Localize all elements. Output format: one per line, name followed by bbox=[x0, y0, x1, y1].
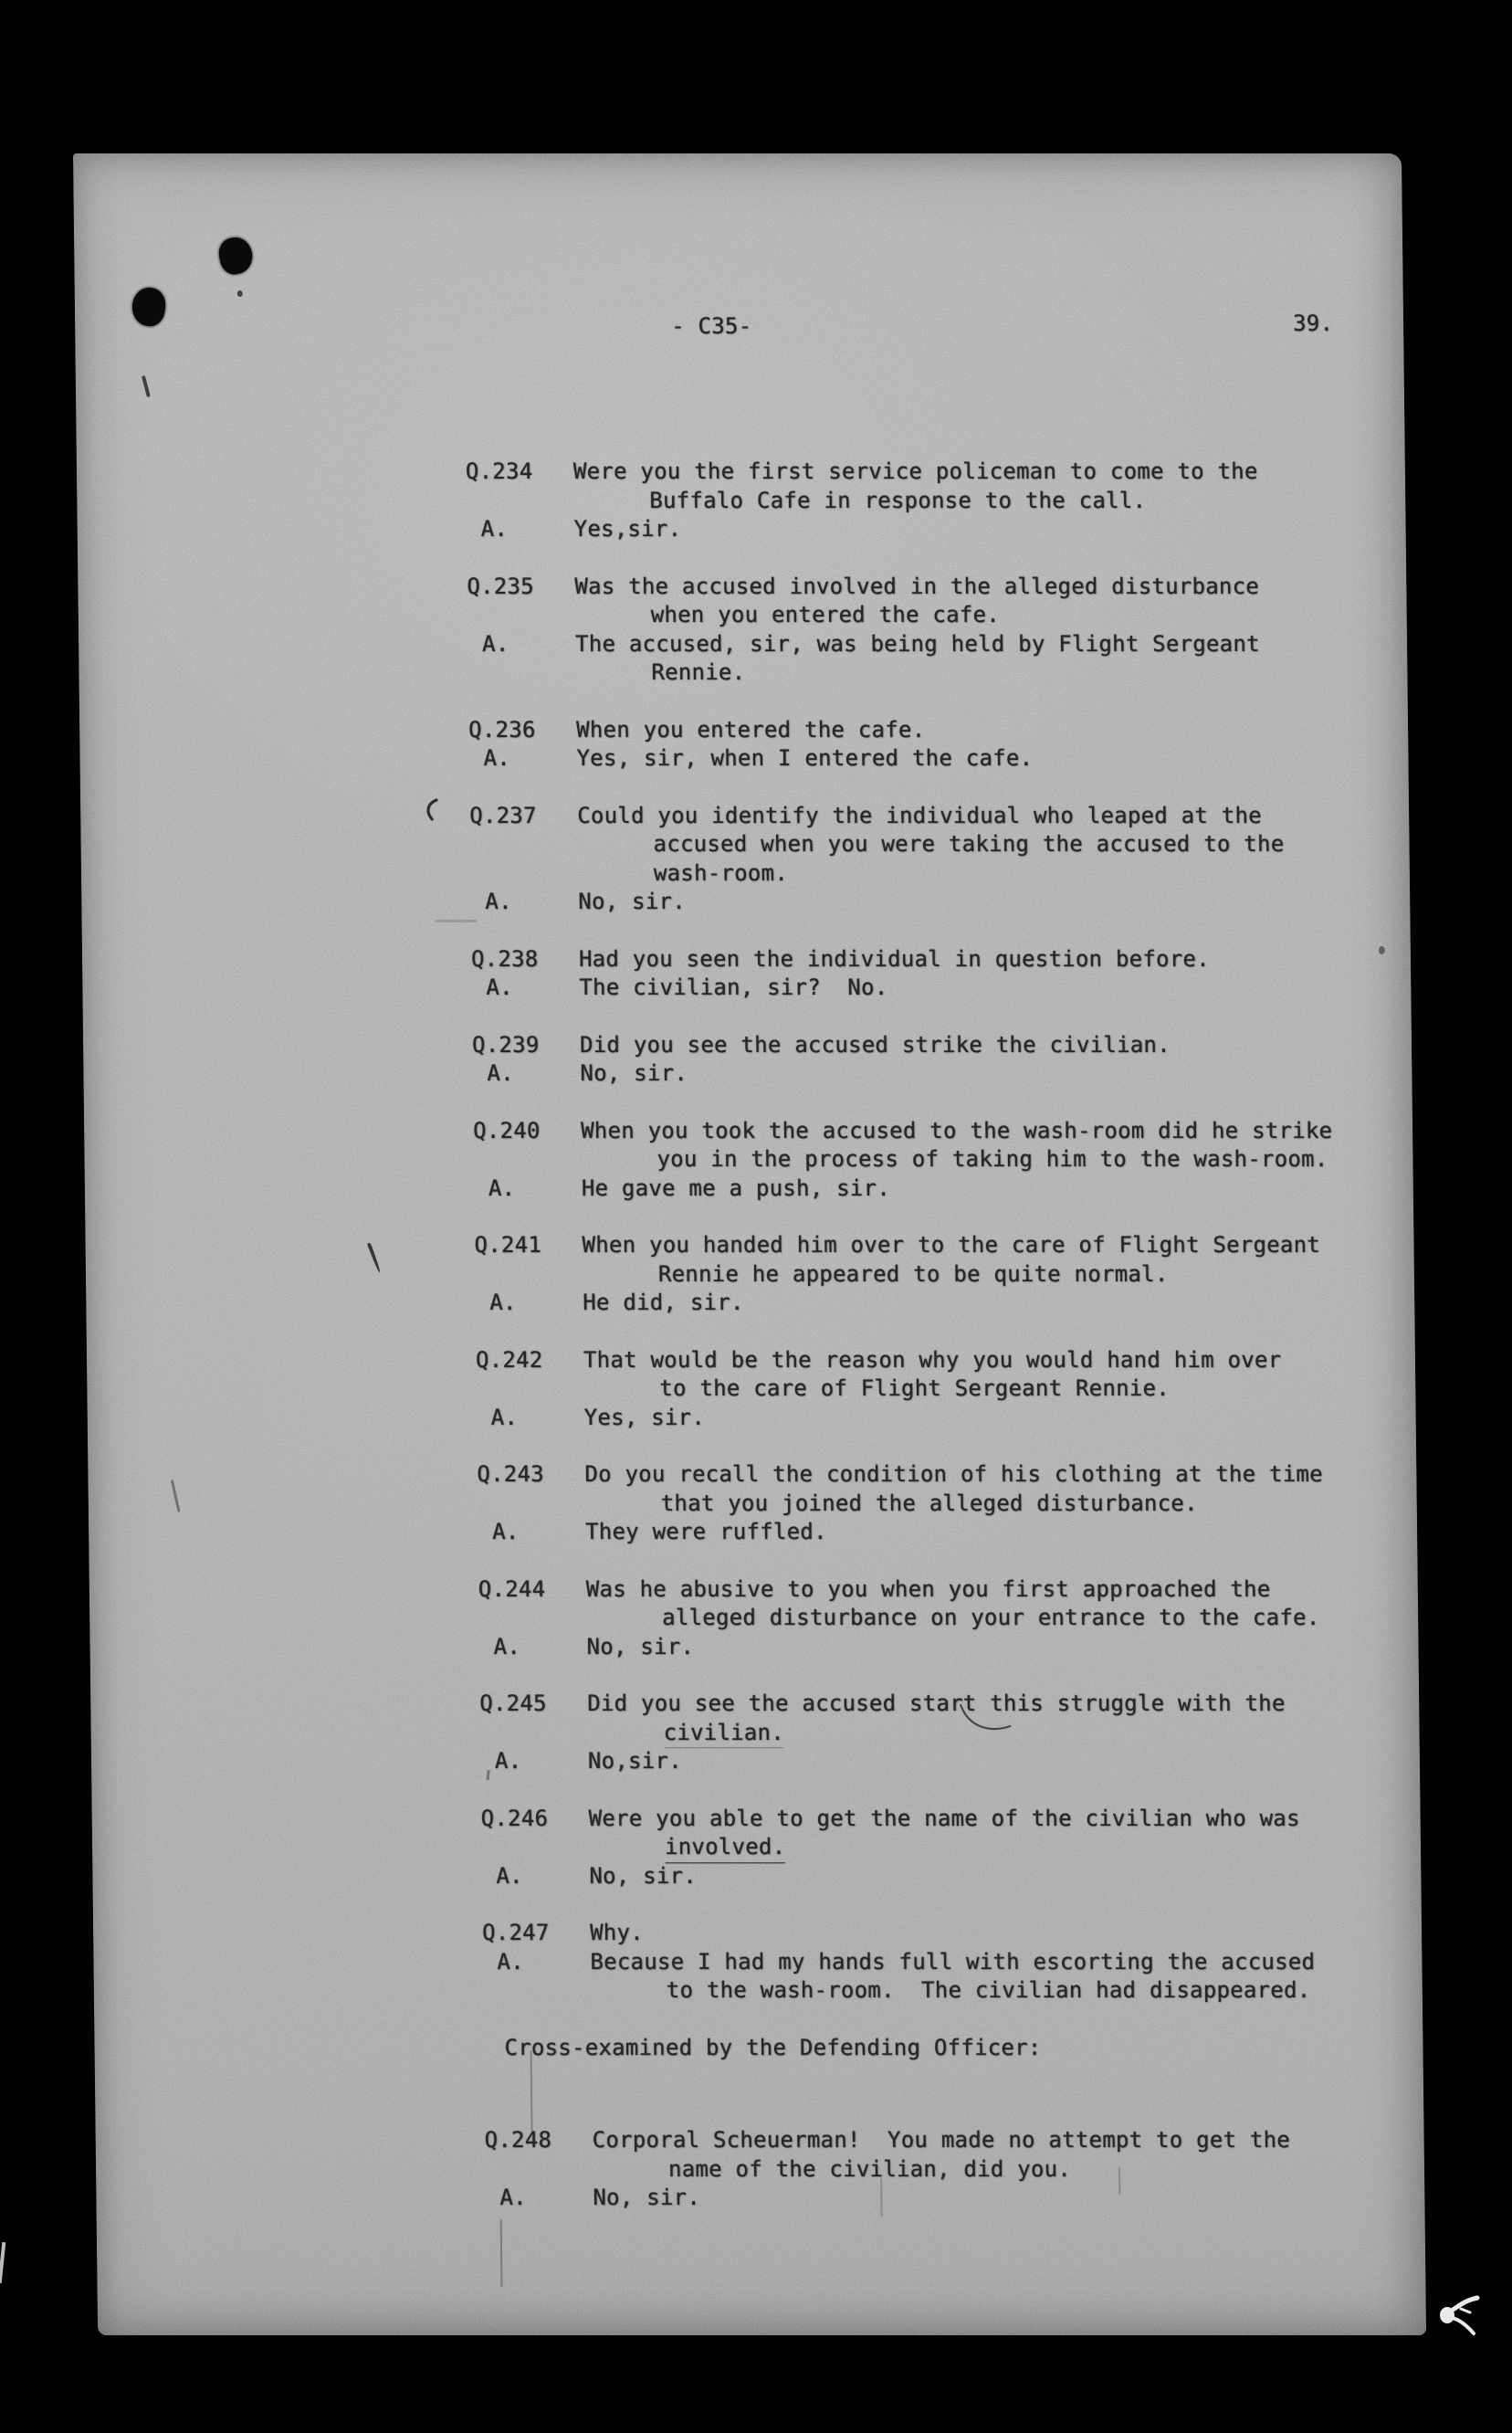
answer-line bbox=[85, 1174, 1413, 1204]
line-label: Q.247 bbox=[481, 1920, 550, 1945]
line-text: civilian. bbox=[663, 1719, 784, 1748]
line-label: A. bbox=[488, 1174, 516, 1201]
document-page bbox=[73, 153, 1426, 2335]
continuation-line bbox=[96, 2155, 1424, 2185]
answer-line bbox=[82, 974, 1411, 1003]
line-text: They were ruffled. bbox=[584, 1519, 827, 1544]
line-text: Yes,sir. bbox=[573, 516, 682, 542]
line-label: Q.241 bbox=[474, 1232, 542, 1258]
answer-line bbox=[81, 888, 1410, 917]
film-edge-artifact bbox=[0, 2242, 5, 2283]
line-text: Were you the first service policeman to come to the bbox=[572, 458, 1258, 484]
line-text: Was he abusive to you when you first approached the bbox=[585, 1575, 1271, 1602]
line-text: alleged disturbance on your entrance to the cafe. bbox=[662, 1605, 1320, 1630]
line-label: A. bbox=[494, 1748, 522, 1774]
line-text: Buffalo Cafe in response to the call. bbox=[649, 487, 1147, 513]
line-text: that you joined the alleged disturbance. bbox=[660, 1490, 1198, 1516]
question-line bbox=[85, 1231, 1413, 1260]
line-text: He gave me a push, sir. bbox=[581, 1174, 891, 1201]
question-line bbox=[78, 573, 1406, 602]
line-text: Rennie. bbox=[651, 659, 746, 685]
question-line bbox=[89, 1575, 1418, 1605]
continuation-line bbox=[94, 1976, 1423, 2006]
line-label: A. bbox=[497, 1948, 525, 1975]
line-label: A. bbox=[486, 974, 513, 1000]
line-text: Were you able to get the name of the civilian who was bbox=[588, 1805, 1300, 1831]
question-line bbox=[87, 1346, 1415, 1375]
answer-line bbox=[93, 1948, 1422, 1977]
qa-block bbox=[88, 1460, 1417, 1547]
question-line bbox=[90, 1690, 1419, 1719]
film-white-squiggle bbox=[1439, 2291, 1481, 2338]
line-text: Rennie he appeared to be quite normal. bbox=[657, 1260, 1169, 1287]
continuation-line bbox=[87, 1374, 1415, 1404]
line-text: Do you recall the condition of his clothing at the time bbox=[584, 1461, 1324, 1487]
qa-block bbox=[89, 1575, 1419, 1662]
line-label: Q.243 bbox=[477, 1461, 545, 1487]
testimony-cross bbox=[96, 2126, 1425, 2213]
line-text: involved. bbox=[665, 1833, 786, 1862]
line-text: The accused, sir, was being held by Flight Sergeant bbox=[574, 630, 1260, 657]
line-label: Q.244 bbox=[478, 1575, 546, 1602]
line-label: A. bbox=[493, 1633, 521, 1659]
answer-line bbox=[86, 1289, 1414, 1318]
question-line bbox=[80, 802, 1409, 831]
continuation-line bbox=[86, 1260, 1414, 1290]
qa-block bbox=[87, 1346, 1416, 1433]
answer-line bbox=[92, 1862, 1421, 1891]
line-label: A. bbox=[491, 1519, 520, 1544]
line-text: Had you seen the individual in question before. bbox=[578, 945, 1211, 972]
qa-block bbox=[96, 2126, 1425, 2213]
continuation-line bbox=[80, 830, 1409, 859]
question-line bbox=[82, 945, 1411, 974]
line-text: Did you see the accused start this struggle with the bbox=[587, 1690, 1286, 1716]
line-text: No, sir. bbox=[580, 1060, 688, 1086]
line-text: Because I had my hands full with escorting the accused bbox=[590, 1948, 1316, 1975]
line-text: accused when you were taking the accused to the bbox=[653, 831, 1285, 857]
line-label: Q.237 bbox=[469, 802, 537, 828]
line-text: you in the process of taking him to the wash-room. bbox=[656, 1146, 1328, 1172]
qa-block bbox=[92, 1805, 1422, 1891]
question-line bbox=[83, 1031, 1412, 1060]
line-label: Q.246 bbox=[480, 1805, 549, 1831]
line-text: Could you identify the individual who leaped at the bbox=[577, 802, 1263, 828]
line-label: Q.240 bbox=[472, 1117, 541, 1143]
line-label: A. bbox=[483, 745, 511, 771]
line-text: He did, sir. bbox=[583, 1290, 744, 1315]
exhibit-mark: - C35- bbox=[670, 313, 752, 339]
line-text: No, sir. bbox=[589, 1862, 698, 1889]
line-text: That would be the reason why you would hand him over bbox=[583, 1346, 1282, 1373]
line-label: A. bbox=[496, 1862, 523, 1889]
line-label: A. bbox=[480, 516, 509, 542]
line-text: Yes, sir. bbox=[583, 1404, 706, 1430]
answer-line bbox=[79, 630, 1407, 659]
line-label: Q.242 bbox=[475, 1346, 543, 1373]
line-text: when you entered the cafe. bbox=[650, 602, 1001, 627]
answer-line bbox=[79, 744, 1408, 774]
line-label: A. bbox=[481, 630, 509, 657]
continuation-line bbox=[92, 1833, 1421, 1862]
line-label: A. bbox=[489, 1290, 517, 1315]
answer-line bbox=[91, 1747, 1420, 1776]
line-label: A. bbox=[485, 889, 512, 914]
question-line bbox=[84, 1117, 1412, 1146]
line-text: No,sir. bbox=[587, 1748, 683, 1774]
answer-line bbox=[89, 1518, 1417, 1547]
line-text: Corporal Scheuerman! You made no attempt to get the bbox=[592, 2127, 1291, 2153]
continuation-line bbox=[89, 1490, 1417, 1519]
question-line bbox=[96, 2126, 1424, 2155]
qa-block bbox=[85, 1231, 1414, 1318]
line-text: to the wash-room. The civilian had disappeared. bbox=[666, 1977, 1311, 2003]
section-heading: Cross-examined by the Defending Officer: bbox=[504, 2034, 1042, 2060]
line-label: Q.235 bbox=[467, 573, 535, 599]
testimony-direct bbox=[77, 458, 1423, 2006]
continuation-line bbox=[84, 1145, 1412, 1174]
question-line bbox=[88, 1460, 1416, 1490]
line-text: When you entered the cafe. bbox=[575, 716, 926, 743]
page-number: 39. bbox=[1292, 311, 1334, 336]
continuation-line bbox=[90, 1719, 1419, 1748]
qa-block bbox=[93, 1919, 1423, 2006]
question-line bbox=[79, 716, 1408, 745]
line-label: A. bbox=[487, 1060, 514, 1086]
qa-block bbox=[77, 458, 1406, 544]
question-line bbox=[92, 1805, 1421, 1834]
line-text: Why. bbox=[589, 1920, 645, 1945]
question-line bbox=[77, 458, 1405, 487]
line-label: Q.245 bbox=[479, 1690, 547, 1716]
qa-block bbox=[83, 1031, 1412, 1089]
continuation-line bbox=[79, 658, 1407, 688]
answer-line bbox=[89, 1633, 1418, 1662]
line-label: Q.238 bbox=[470, 945, 539, 972]
continuation-line bbox=[89, 1604, 1418, 1633]
line-text: wash-room. bbox=[653, 859, 789, 886]
transcript bbox=[77, 458, 1425, 2241]
line-label: Q.236 bbox=[467, 716, 536, 743]
line-text: to the care of Flight Sergeant Rennie. bbox=[659, 1375, 1171, 1401]
line-text: Did you see the accused strike the civilian. bbox=[579, 1031, 1171, 1058]
continuation-line bbox=[81, 859, 1410, 889]
continuation-line bbox=[77, 487, 1405, 516]
line-text: The civilian, sir? No. bbox=[579, 974, 888, 1000]
line-text: When you handed him over to the care of Flight Sergeant bbox=[582, 1232, 1321, 1258]
answer-line bbox=[83, 1059, 1412, 1089]
qa-block bbox=[78, 573, 1407, 688]
line-label: Q.248 bbox=[484, 2127, 552, 2153]
answer-line bbox=[96, 2184, 1424, 2213]
line-text: name of the civilian, did you. bbox=[667, 2155, 1072, 2182]
qa-block bbox=[90, 1690, 1420, 1776]
qa-block bbox=[80, 802, 1410, 917]
line-text: Yes, sir, when I entered the cafe. bbox=[576, 745, 1034, 771]
line-text: No, sir. bbox=[593, 2185, 701, 2210]
line-text: No, sir. bbox=[578, 889, 687, 914]
line-text: When you took the accused to the wash-room did he strike bbox=[580, 1117, 1333, 1143]
line-text: No, sir. bbox=[586, 1633, 695, 1659]
qa-block bbox=[84, 1117, 1413, 1204]
qa-block bbox=[82, 945, 1412, 1003]
line-label: A. bbox=[490, 1404, 519, 1430]
continuation-line bbox=[79, 601, 1407, 630]
answer-line bbox=[77, 515, 1405, 544]
line-label: Q.239 bbox=[471, 1031, 540, 1058]
typed-content bbox=[73, 153, 1426, 2335]
line-label: A. bbox=[499, 2185, 527, 2210]
qa-block bbox=[79, 716, 1409, 774]
line-text: Was the accused involved in the alleged disturbance bbox=[574, 573, 1260, 599]
line-label: Q.234 bbox=[465, 458, 533, 484]
question-line bbox=[93, 1919, 1422, 1948]
answer-line bbox=[88, 1404, 1416, 1433]
